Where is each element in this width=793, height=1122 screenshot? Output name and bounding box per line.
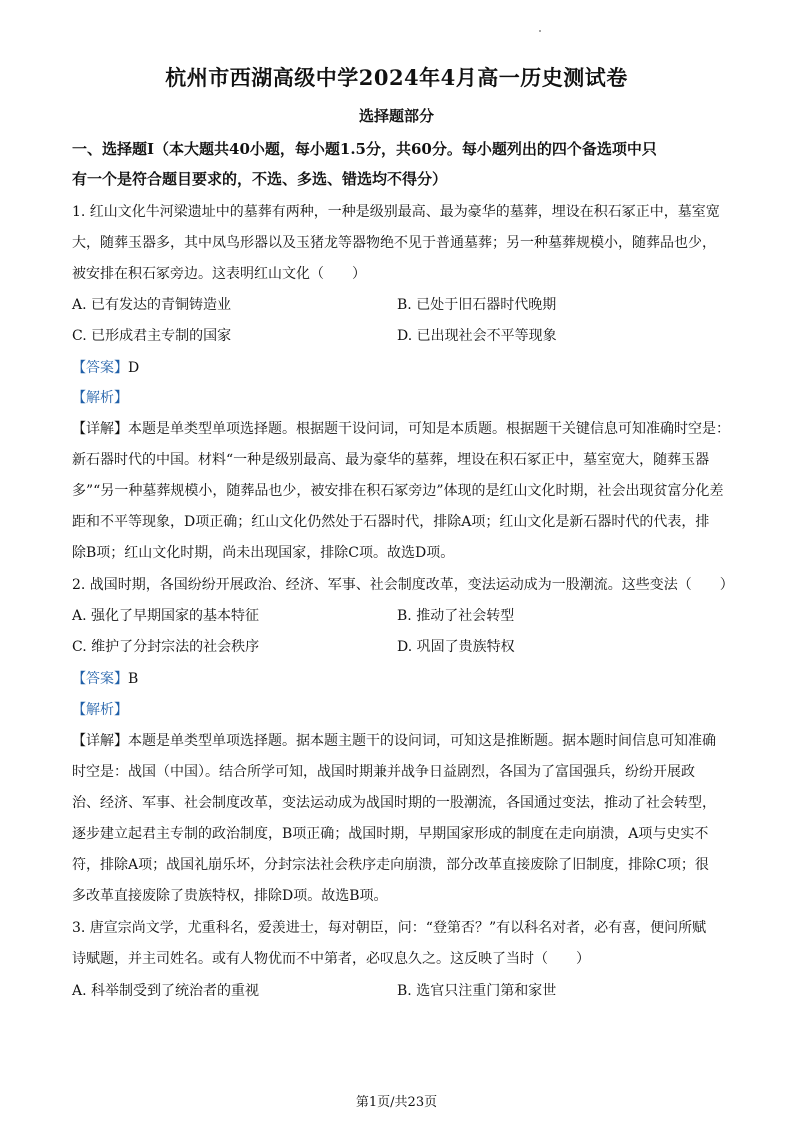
q3-option-a: A. 科举制受到了统治者的重视 <box>72 983 260 999</box>
q2-option-d: D. 巩固了贵族特权 <box>397 639 515 655</box>
q1-option-a: A. 已有发达的青铜铸造业 <box>72 297 232 313</box>
detail-tag: 【详解】 <box>72 733 128 749</box>
answer-tag: 【答案】 <box>72 671 128 687</box>
page-title: 杭州市西湖高级中学2024年4月高一历史测试卷 <box>165 65 628 90</box>
q3-option-b: B. 选官只注重门第和家世 <box>397 983 557 999</box>
q1-detail-line <box>72 419 732 439</box>
q1-detail-line: 除B项；红山文化时期，尚未出现国家，排除C项。故选D项。 <box>72 545 455 561</box>
analysis-tag: 【解析】 <box>72 702 128 718</box>
detail-tag: 【详解】 <box>72 421 128 437</box>
q2-answer <box>72 669 732 689</box>
page-footer: 第1页/共23页 <box>355 1095 438 1110</box>
q2-detail-line: 治、经济、军事、社会制度改革，变法运动成为战国时期的一股潮流，各国通过变法，推动了社会转型， <box>72 795 716 811</box>
scan-dot <box>539 30 541 32</box>
q3-stem-line: 诗赋题，并主司姓名。或有人物优而不中第者，必叹息久之。这反映了当时（ ） <box>72 951 590 967</box>
q1-detail-line: 距和不平等现象，D项正确；红山文化仍然处于石器时代，排除A项；红山文化是新石器时代的代表，排 <box>72 514 710 530</box>
analysis-tag: 【解析】 <box>72 390 128 406</box>
q2-stem-line: 2. 战国时期，各国纷纷开展政治、经济、军事、社会制度改革，变法运动成为一股潮流。这些变法（ ） <box>72 577 734 593</box>
q1-answer <box>72 358 732 378</box>
section-heading-line-2: 有一个是符合题目要求的，不选、多选、错选均不得分） <box>72 170 448 188</box>
q1-option-d: D. 已出现社会不平等现象 <box>397 328 557 344</box>
q2-analysis <box>72 700 732 720</box>
q1-detail-line: 多”“另一种墓葬规模小，随葬品也少，被安排在积石冢旁边”体现的是红山文化时期，社会出现贫富分化差 <box>72 483 724 499</box>
q2-option-b: B. 推动了社会转型 <box>397 608 515 624</box>
q2-detail-line: 逐步建立起君主专制的政治制度，B项正确；战国时期，早期国家形成的制度在走向崩溃，A项与史实不 <box>72 826 709 842</box>
q1-detail-line: 新石器时代的中国。材料“一种是级别最高、最为豪华的墓葬，埋设在积石冢正中，墓室宽大，随葬玉器 <box>72 452 710 468</box>
detail-text: 本题是单类型单项选择题。据本题主题干的设问词，可知这是推断题。据本题时间信息可知准确 <box>128 733 716 749</box>
answer-value: D <box>128 360 140 376</box>
answer-value: B <box>128 671 139 687</box>
section-heading-line-1: 一、选择题Ⅰ（本大题共40小题，每小题1.5分，共60分。每小题列出的四个备选项中只 <box>72 140 657 158</box>
q1-stem-line: 1. 红山文化牛河梁遗址中的墓葬有两种，一种是级别最高、最为豪华的墓葬，埋设在积石冢正中，墓室宽 <box>72 204 720 220</box>
q1-stem-line: 大，随葬玉器多，其中凤鸟形器以及玉猪龙等器物绝不见于普通墓葬；另一种墓葬规模小，随葬品也少， <box>72 235 716 251</box>
q2-detail-line: 多改革直接废除了贵族特权，排除D项。故选B项。 <box>72 888 388 904</box>
q1-option-b: B. 已处于旧石器时代晚期 <box>397 297 557 313</box>
q2-option-a: A. 强化了早期国家的基本特征 <box>72 608 260 624</box>
q1-stem-line: 被安排在积石冢旁边。这表明红山文化（ ） <box>72 266 366 282</box>
answer-tag: 【答案】 <box>72 360 128 376</box>
q1-option-c: C. 已形成君主专制的国家 <box>72 328 232 344</box>
q2-option-c: C. 维护了分封宗法的社会秩序 <box>72 639 260 655</box>
q2-detail-line: 符，排除A项；战国礼崩乐坏，分封宗法社会秩序走向崩溃，部分改革直接废除了旧制度，排除C项；很 <box>72 857 709 873</box>
q2-detail-line: 时空是：战国（中国）。结合所学可知，战国时期兼并战争日益剧烈，各国为了富国强兵，纷纷开展政 <box>72 764 695 780</box>
q2-detail-line <box>72 731 732 751</box>
q1-analysis <box>72 388 732 408</box>
q3-stem-line: 3. 唐宣宗尚文学，尤重科名，爱羡进士，每对朝臣，问：“登第否？”有以科名对者，必有喜，便问所赋 <box>72 920 707 936</box>
detail-text: 本题是单类型单项选择题。根据题干设问词，可知是本质题。根据题干关键信息可知准确时空是： <box>128 421 730 437</box>
section-subtitle: 选择题部分 <box>358 107 434 125</box>
